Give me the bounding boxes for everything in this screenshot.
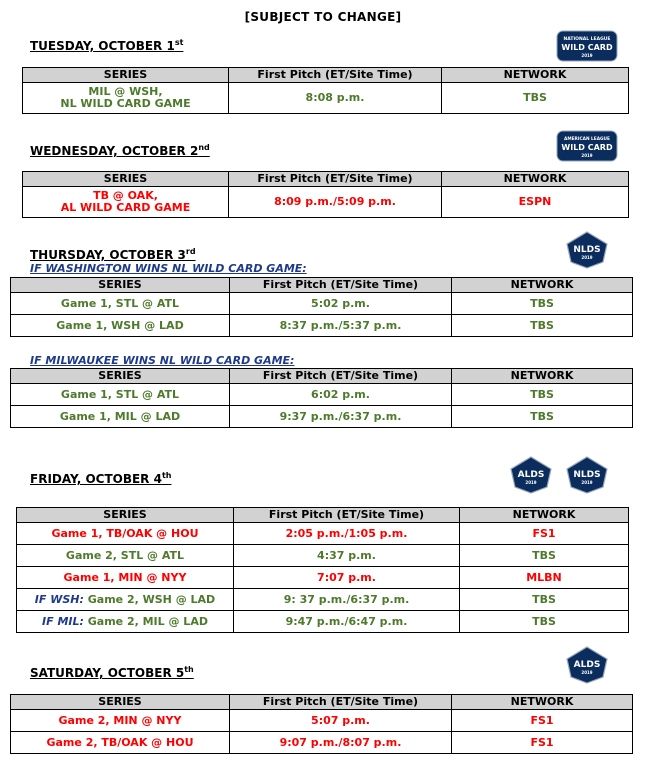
table-row (17, 611, 629, 633)
network-cell: FS1 (452, 710, 633, 732)
table-row (17, 523, 629, 545)
series-text: Game 2, MIL @ LAD (83, 614, 208, 628)
table-row (11, 293, 633, 315)
nlds-logo-year: 2019 (581, 480, 593, 485)
day-heading-suffix: th (161, 471, 172, 480)
network-cell: TBS (452, 406, 633, 428)
nl-wild-card-logo-line1: NATIONAL LEAGUE (563, 37, 611, 42)
day-heading-suffix: rd (185, 247, 196, 256)
pitch-header: First Pitch (ET/Site Time) (230, 278, 452, 293)
table-row (11, 406, 633, 428)
table-header-row (11, 369, 633, 384)
day-heading-suffix: st (174, 38, 184, 47)
network-cell: TBS (460, 589, 629, 611)
network-header: NETWORK (452, 695, 633, 710)
network-cell: ESPN (442, 187, 629, 218)
series-cell: Game 1, STL @ ATL (11, 293, 230, 315)
series-header: SERIES (17, 508, 234, 523)
day-heading-tuesday (30, 38, 183, 53)
day-heading-text: SATURDAY, OCTOBER 5 (30, 666, 185, 680)
table-header-row (17, 508, 629, 523)
table-row (11, 315, 633, 337)
pitch-header: First Pitch (ET/Site Time) (234, 508, 460, 523)
pitch-cell: 2:05 p.m./1:05 p.m. (234, 523, 460, 545)
table-row (23, 83, 629, 114)
network-cell: MLBN (460, 567, 629, 589)
network-header: NETWORK (452, 369, 633, 384)
series-header: SERIES (23, 68, 229, 83)
table-row (23, 187, 629, 218)
pitch-header: First Pitch (ET/Site Time) (229, 172, 442, 187)
series-cell: Game 1, MIL @ LAD (11, 406, 230, 428)
pitch-cell: 5:07 p.m. (230, 710, 452, 732)
day-heading-thursday (30, 247, 196, 262)
series-header: SERIES (11, 695, 230, 710)
condition-prefix: IF MIL: (42, 614, 84, 628)
series-cell (23, 83, 229, 114)
series-cell: Game 2, STL @ ATL (17, 545, 234, 567)
nlds-logo-year: 2019 (581, 255, 593, 260)
day-heading-wednesday (30, 143, 210, 158)
alds-logo-text: ALDS (517, 470, 545, 480)
table-header-row (23, 68, 629, 83)
network-cell: FS1 (452, 732, 633, 754)
nl-wild-card-logo (556, 30, 618, 70)
nl-wild-card-logo-year: 2019 (581, 53, 593, 58)
nl-wild-card-logo-line2: WILD CARD (561, 43, 613, 52)
day-heading-saturday (30, 665, 194, 680)
nlds-logo-text: NLDS (573, 245, 601, 255)
saturday-table (10, 694, 633, 754)
friday-table (16, 507, 629, 633)
day-heading-text: FRIDAY, OCTOBER 4 (30, 472, 162, 486)
network-cell: TBS (452, 384, 633, 406)
day-heading-text: WEDNESDAY, OCTOBER 2 (30, 144, 199, 158)
series-cell: Game 1, TB/OAK @ HOU (17, 523, 234, 545)
series-cell: Game 1, WSH @ LAD (11, 315, 230, 337)
alds-logo-text: ALDS (573, 660, 601, 670)
series-cell (17, 589, 234, 611)
wednesday-table (22, 171, 629, 218)
series-header: SERIES (11, 278, 230, 293)
pitch-cell: 9:37 p.m./6:37 p.m. (230, 406, 452, 428)
series-cell (17, 611, 234, 633)
pitch-header: First Pitch (ET/Site Time) (230, 369, 452, 384)
condition-milwaukee: IF MILWAUKEE WINS NL WILD CARD GAME: (30, 354, 295, 367)
network-header: NETWORK (442, 172, 629, 187)
series-line-1: TB @ OAK, (93, 189, 158, 202)
table-row (11, 732, 633, 754)
series-line-2: AL WILD CARD GAME (60, 201, 191, 214)
table-row (11, 384, 633, 406)
page-title: [SUBJECT TO CHANGE] (244, 10, 402, 24)
network-cell: TBS (442, 83, 629, 114)
series-cell: Game 1, MIN @ NYY (17, 567, 234, 589)
network-cell: TBS (452, 315, 633, 337)
condition-prefix: IF WSH: (34, 592, 84, 606)
day-heading-text: THURSDAY, OCTOBER 3 (30, 248, 186, 262)
day-heading-suffix: th (184, 665, 194, 674)
day-heading-friday (30, 471, 171, 486)
table-header-row (23, 172, 629, 187)
thursday-milwaukee-table (10, 368, 633, 428)
condition-washington: IF WASHINGTON WINS NL WILD CARD GAME: (30, 262, 307, 275)
al-wild-card-logo-line2: WILD CARD (561, 143, 613, 152)
series-text: Game 2, WSH @ LAD (83, 592, 216, 606)
alds-logo-year: 2019 (525, 480, 537, 485)
table-row (17, 589, 629, 611)
tuesday-table (22, 67, 629, 114)
network-header: NETWORK (452, 278, 633, 293)
series-line-1: MIL @ WSH, (88, 85, 163, 98)
pitch-header: First Pitch (ET/Site Time) (230, 695, 452, 710)
table-header-row (11, 278, 633, 293)
pitch-cell: 4:37 p.m. (234, 545, 460, 567)
series-header: SERIES (11, 369, 230, 384)
network-header: NETWORK (460, 508, 629, 523)
nlds-logo (563, 455, 611, 499)
table-header-row (11, 695, 633, 710)
pitch-cell: 6:02 p.m. (230, 384, 452, 406)
network-cell: TBS (452, 293, 633, 315)
table-row (17, 545, 629, 567)
table-row (17, 567, 629, 589)
series-line-2: NL WILD CARD GAME (60, 97, 191, 110)
pitch-cell: 5:02 p.m. (230, 293, 452, 315)
day-heading-text: TUESDAY, OCTOBER 1 (30, 39, 175, 53)
pitch-header: First Pitch (ET/Site Time) (229, 68, 442, 83)
pitch-cell: 8:09 p.m./5:09 p.m. (229, 187, 442, 218)
pitch-cell: 9: 37 p.m./6:37 p.m. (234, 589, 460, 611)
table-row (11, 710, 633, 732)
al-wild-card-logo-year: 2019 (581, 153, 593, 158)
alds-logo (507, 455, 555, 499)
alds-logo-year: 2019 (581, 670, 593, 675)
day-heading-suffix: nd (198, 143, 210, 152)
thursday-washington-table (10, 277, 633, 337)
pitch-cell: 8:08 p.m. (229, 83, 442, 114)
series-cell (23, 187, 229, 218)
al-wild-card-logo (556, 130, 618, 170)
nlds-logo-text: NLDS (573, 470, 601, 480)
series-cell: Game 2, MIN @ NYY (11, 710, 230, 732)
al-wild-card-logo-line1: AMERICAN LEAGUE (564, 137, 610, 142)
series-header: SERIES (23, 172, 229, 187)
network-cell: TBS (460, 545, 629, 567)
series-cell: Game 2, TB/OAK @ HOU (11, 732, 230, 754)
pitch-cell: 9:07 p.m./8:07 p.m. (230, 732, 452, 754)
network-cell: FS1 (460, 523, 629, 545)
nlds-logo (563, 230, 611, 274)
alds-logo (563, 645, 611, 689)
network-cell: TBS (460, 611, 629, 633)
network-header: NETWORK (442, 68, 629, 83)
pitch-cell: 9:47 p.m./6:47 p.m. (234, 611, 460, 633)
pitch-cell: 8:37 p.m./5:37 p.m. (230, 315, 452, 337)
series-cell: Game 1, STL @ ATL (11, 384, 230, 406)
pitch-cell: 7:07 p.m. (234, 567, 460, 589)
